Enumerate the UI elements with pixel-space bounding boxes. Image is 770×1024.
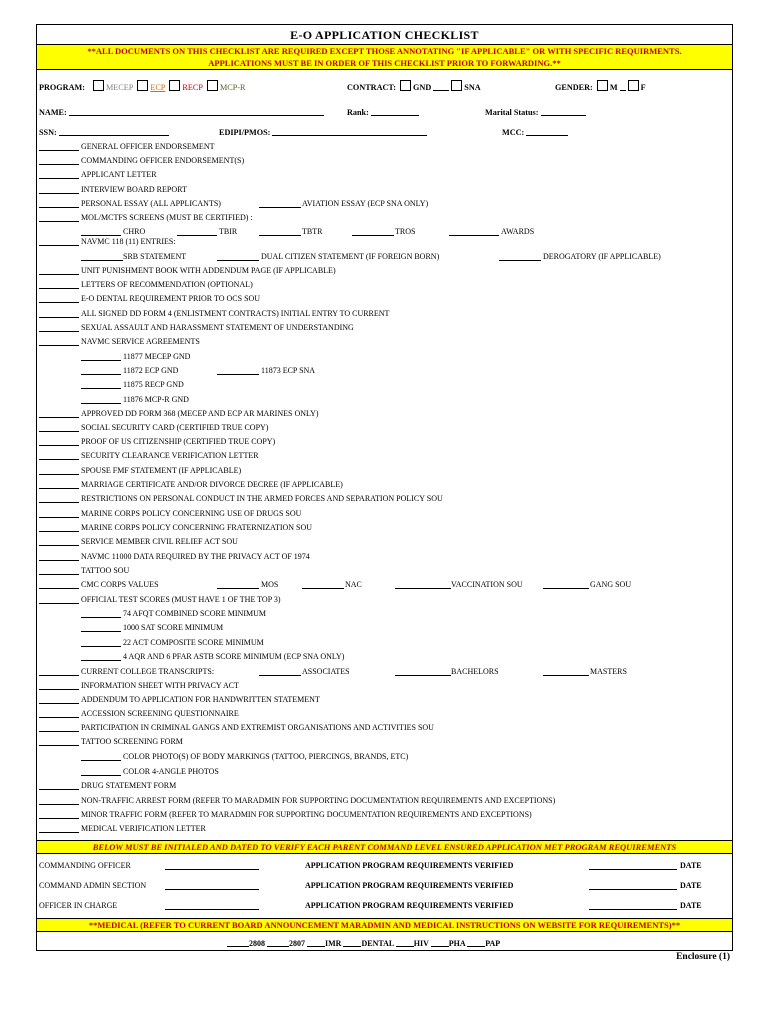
checklist-blank[interactable] bbox=[39, 422, 79, 432]
checklist-blank[interactable] bbox=[39, 141, 79, 151]
gender-m: M bbox=[609, 83, 618, 92]
rank-row bbox=[347, 106, 419, 118]
contract-checkbox-sna[interactable] bbox=[451, 80, 462, 91]
date-label: DATE bbox=[680, 881, 702, 890]
checklist-item: ALL SIGNED DD FORM 4 (ENLISTMENT CONTRACTS) INITIAL ENTRY TO CURRENT bbox=[81, 309, 390, 318]
sub-item-blank[interactable] bbox=[177, 226, 217, 236]
sub-item: MOS bbox=[261, 580, 279, 589]
sub-item: COLOR 4-ANGLE PHOTOS bbox=[123, 767, 219, 776]
checklist-blank[interactable] bbox=[39, 694, 79, 704]
date-field[interactable] bbox=[589, 889, 677, 890]
program-checkbox-mcpr[interactable] bbox=[207, 80, 218, 91]
checklist-blank[interactable] bbox=[39, 293, 79, 303]
marital-label: Marital Status: bbox=[485, 108, 539, 117]
program-mecep: MECEP bbox=[105, 83, 134, 92]
checklist-item: SERVICE MEMBER CIVIL RELIEF ACT SOU bbox=[81, 537, 238, 546]
mcc-field[interactable] bbox=[526, 126, 568, 136]
sub-item-blank[interactable] bbox=[543, 666, 589, 676]
checklist-blank[interactable] bbox=[39, 198, 79, 208]
medical-item: PHA bbox=[448, 939, 466, 948]
sub-item-blank[interactable] bbox=[499, 251, 541, 261]
checklist-blank[interactable] bbox=[39, 551, 79, 561]
checklist-blank[interactable] bbox=[39, 236, 79, 246]
name-row bbox=[39, 106, 324, 118]
program-mcpr: MCP-R bbox=[219, 83, 246, 92]
sub-item: 22 ACT COMPOSITE SCORE MINIMUM bbox=[123, 638, 264, 647]
sub-item-blank[interactable] bbox=[217, 365, 259, 375]
checklist-item: MINOR TRAFFIC FORM (REFER TO MARADMIN FOR SUPPORTING DOCUMENTATION REQUIREMENTS AND EXCEPTIONS) bbox=[81, 810, 532, 819]
contract-gnd: GND bbox=[413, 83, 432, 92]
checklist-item: INTERVIEW BOARD REPORT bbox=[81, 185, 187, 194]
checklist-blank[interactable] bbox=[39, 666, 79, 676]
checklist-item: INFORMATION SHEET WITH PRIVACY ACT bbox=[81, 681, 239, 690]
sub-item: AWARDS bbox=[501, 227, 535, 236]
checklist-blank[interactable] bbox=[39, 479, 79, 489]
checklist-item: ADDENDUM TO APPLICATION FOR HANDWRITTEN STATEMENT bbox=[81, 695, 320, 704]
sub-item: GANG SOU bbox=[590, 580, 632, 589]
checklist-item: E-O DENTAL REQUIREMENT PRIOR TO OCS SOU bbox=[81, 294, 261, 303]
sub-item-blank[interactable] bbox=[81, 351, 121, 361]
sub-item: TROS bbox=[395, 227, 416, 236]
sub-item: 11873 ECP SNA bbox=[261, 366, 316, 375]
verified-text: APPLICATION PROGRAM REQUIREMENTS VERIFIED bbox=[305, 881, 514, 890]
program-checkbox-ecp[interactable] bbox=[137, 80, 148, 91]
sub-item: AVIATION ESSAY (ECP SNA ONLY) bbox=[302, 199, 429, 208]
checklist-blank[interactable] bbox=[39, 155, 79, 165]
mcc-row bbox=[502, 126, 568, 138]
sub-item: TBIR bbox=[219, 227, 238, 236]
sub-item: 11875 RECP GND bbox=[123, 380, 184, 389]
date-label: DATE bbox=[680, 901, 702, 910]
banner-line-1: **ALL DOCUMENTS ON THIS CHECKLIST ARE REQUIRED EXCEPT THOSE ANNOTATING "IF APPLICABLE" OR WITH SPECIFIC REQUIRMENTS. bbox=[87, 46, 682, 56]
sub-item: 4 AQR AND 6 PFAR ASTB SCORE MINIMUM (ECP SNA ONLY) bbox=[123, 652, 345, 661]
sub-item-blank[interactable] bbox=[395, 579, 451, 589]
sub-item-blank[interactable] bbox=[302, 579, 344, 589]
sub-item: 11872 ECP GND bbox=[123, 366, 179, 375]
sub-item-blank[interactable] bbox=[259, 666, 301, 676]
checklist-blank[interactable] bbox=[39, 450, 79, 460]
sub-item-blank[interactable] bbox=[81, 766, 121, 776]
enclosure-label: Enclosure (1) bbox=[676, 952, 730, 962]
medical-item: DENTAL bbox=[361, 939, 394, 948]
sub-item-blank[interactable] bbox=[259, 226, 301, 236]
sub-item-blank[interactable] bbox=[449, 226, 499, 236]
ssn-field[interactable] bbox=[59, 126, 169, 136]
sub-item-blank[interactable] bbox=[81, 394, 121, 404]
checklist-item: LETTERS OF RECOMMENDATION (OPTIONAL) bbox=[81, 280, 253, 289]
date-label: DATE bbox=[680, 861, 702, 870]
medical-item: 2808 bbox=[249, 939, 265, 948]
sub-item-blank[interactable] bbox=[81, 622, 121, 632]
checklist-item: APPROVED DD FORM 368 (MECEP AND ECP AR MARINES ONLY) bbox=[81, 409, 319, 418]
gender-checkbox-f[interactable] bbox=[628, 80, 639, 91]
mcc-label: MCC: bbox=[502, 128, 525, 137]
checklist-blank[interactable] bbox=[39, 708, 79, 718]
checklist-item: COMMANDING OFFICER ENDORSEMENT(S) bbox=[81, 156, 245, 165]
gender-f: F bbox=[640, 83, 646, 92]
checklist-item: TATTOO SOU bbox=[81, 566, 130, 575]
medical-item: PAP bbox=[485, 939, 501, 948]
checklist-blank[interactable] bbox=[39, 522, 79, 532]
verifier-role: OFFICER IN CHARGE bbox=[39, 901, 118, 910]
checklist-item: UNIT PUNISHMENT BOOK WITH ADDENDUM PAGE (IF APPLICABLE) bbox=[81, 266, 336, 275]
contract-sna: SNA bbox=[464, 83, 481, 92]
checklist-blank[interactable] bbox=[39, 212, 79, 222]
contract-row bbox=[347, 80, 481, 93]
checklist-blank[interactable] bbox=[39, 809, 79, 819]
checklist-blank[interactable] bbox=[39, 508, 79, 518]
sub-item: SRB STATEMENT bbox=[123, 252, 187, 261]
marital-field[interactable] bbox=[541, 106, 586, 116]
medical-banner: **MEDICAL (REFER TO CURRENT BOARD ANNOUNCEMENT MARADMIN AND MEDICAL INSTRUCTIONS ON WEBSITE FOR REQUIREMENTS)** bbox=[37, 918, 732, 932]
initial-field[interactable] bbox=[165, 909, 259, 910]
checklist-blank[interactable] bbox=[39, 436, 79, 446]
checklist-item: MEDICAL VERIFICATION LETTER bbox=[81, 824, 206, 833]
sub-item: TBTR bbox=[302, 227, 323, 236]
verifier-role: COMMANDING OFFICER bbox=[39, 861, 131, 870]
program-ecp: ECP bbox=[150, 83, 166, 92]
program-recp: RECP bbox=[182, 83, 203, 92]
checklist-item: SECURITY CLEARANCE VERIFICATION LETTER bbox=[81, 451, 259, 460]
form-title: E-O APPLICATION CHECKLIST bbox=[290, 28, 479, 42]
program-checkbox-recp[interactable] bbox=[169, 80, 180, 91]
sub-item-blank[interactable] bbox=[81, 379, 121, 389]
date-field[interactable] bbox=[589, 909, 677, 910]
banner-line-2: APPLICATIONS MUST BE IN ORDER OF THIS CHECKLIST PRIOR TO FORWARDING.** bbox=[208, 58, 561, 68]
program-row bbox=[39, 80, 245, 93]
initial-field[interactable] bbox=[165, 869, 259, 870]
sub-item: BACHELORS bbox=[451, 667, 499, 676]
checklist-item: SEXUAL ASSAULT AND HARASSMENT STATEMENT OF UNDERSTANDING bbox=[81, 323, 354, 332]
verified-text: APPLICATION PROGRAM REQUIREMENTS VERIFIED bbox=[305, 861, 514, 870]
rank-label: Rank: bbox=[347, 108, 369, 117]
checklist-blank[interactable] bbox=[39, 722, 79, 732]
checklist-item: GENERAL OFFICER ENDORSEMENT bbox=[81, 142, 215, 151]
sub-item: DUAL CITIZEN STATEMENT (IF FOREIGN BORN) bbox=[261, 252, 440, 261]
checklist-item: NON-TRAFFIC ARREST FORM (REFER TO MARADMIN FOR SUPPORTING DOCUMENTATION REQUIREMENTS AND EXCEPTIONS) bbox=[81, 796, 556, 805]
contract-checkbox-gnd[interactable] bbox=[400, 80, 411, 91]
verified-text: APPLICATION PROGRAM REQUIREMENTS VERIFIED bbox=[305, 901, 514, 910]
checklist-item: PARTICIPATION IN CRIMINAL GANGS AND EXTREMIST ORGANISATIONS AND ACTIVITIES SOU bbox=[81, 723, 434, 732]
medical-item: HIV bbox=[413, 939, 429, 948]
sub-item-blank[interactable] bbox=[81, 608, 121, 618]
checklist-item: PERSONAL ESSAY (ALL APPLICANTS) bbox=[81, 199, 221, 208]
medical-item: IMR bbox=[325, 939, 342, 948]
checklist-blank[interactable] bbox=[39, 184, 79, 194]
gender-row bbox=[555, 80, 646, 93]
checklist-item: NAVMC 11000 DATA REQUIRED BY THE PRIVACY ACT OF 1974 bbox=[81, 552, 310, 561]
checklist-blank[interactable] bbox=[39, 823, 79, 833]
sub-item: VACCINATION SOU bbox=[451, 580, 523, 589]
program-label: PROGRAM: bbox=[39, 83, 85, 92]
checklist-item: NAVMC 118 (11) ENTRIES: bbox=[81, 237, 176, 246]
gender-checkbox-m[interactable] bbox=[597, 80, 608, 91]
checklist-blank[interactable] bbox=[39, 536, 79, 546]
date-field[interactable] bbox=[589, 869, 677, 870]
checklist-blank[interactable] bbox=[39, 493, 79, 503]
checklist-item: MARINE CORPS POLICY CONCERNING USE OF DRUGS SOU bbox=[81, 509, 302, 518]
checklist-item: DRUG STATEMENT FORM bbox=[81, 781, 177, 790]
checklist-blank[interactable] bbox=[39, 780, 79, 790]
checklist-blank[interactable] bbox=[39, 265, 79, 275]
sub-item: 11877 MECEP GND bbox=[123, 352, 191, 361]
sub-item: CHRO bbox=[123, 227, 146, 236]
gender-label: GENDER: bbox=[555, 83, 593, 92]
edipi-row bbox=[219, 126, 427, 138]
sub-item-blank[interactable] bbox=[81, 637, 121, 647]
initial-field[interactable] bbox=[165, 889, 259, 890]
sub-item-blank[interactable] bbox=[352, 226, 394, 236]
sub-item-blank[interactable] bbox=[217, 579, 259, 589]
rank-field[interactable] bbox=[371, 106, 419, 116]
checklist-item: MARRIAGE CERTIFICATE AND/OR DIVORCE DECREE (IF APPLICABLE) bbox=[81, 480, 343, 489]
program-checkbox-mecep[interactable] bbox=[93, 80, 104, 91]
contract-label: CONTRACT: bbox=[347, 83, 396, 92]
sub-item-blank[interactable] bbox=[81, 226, 121, 236]
checklist-item: RESTRICTIONS ON PERSONAL CONDUCT IN THE ARMED FORCES AND SEPARATION POLICY SOU bbox=[81, 494, 443, 503]
medical-item: 2807 bbox=[289, 939, 305, 948]
verification-banner: BELOW MUST BE INITIALED AND DATED TO VERIFY EACH PARENT COMMAND LEVEL ENSURED APPLICATION MET PROGRAM REQUIREMENTS bbox=[37, 840, 732, 854]
checklist-item: APPLICANT LETTER bbox=[81, 170, 157, 179]
sub-item: 11876 MCP-R GND bbox=[123, 395, 189, 404]
name-label: NAME: bbox=[39, 108, 67, 117]
checklist-blank[interactable] bbox=[39, 465, 79, 475]
checklist-blank[interactable] bbox=[39, 579, 79, 589]
sub-item: 74 AFQT COMBINED SCORE MINIMUM bbox=[123, 609, 266, 618]
checklist-item: MARINE CORPS POLICY CONCERNING FRATERNIZATION SOU bbox=[81, 523, 313, 532]
medical-items-row bbox=[227, 937, 500, 948]
checklist-item: SPOUSE FMF STATEMENT (IF APPLICABLE) bbox=[81, 466, 242, 475]
sub-item-blank[interactable] bbox=[81, 751, 121, 761]
checklist-item: SOCIAL SECURITY CARD (CERTIFIED TRUE COPY) bbox=[81, 423, 269, 432]
checklist-item: NAVMC SERVICE AGREEMENTS bbox=[81, 337, 200, 346]
sub-item-blank[interactable] bbox=[259, 198, 301, 208]
marital-row bbox=[485, 106, 586, 118]
edipi-field[interactable] bbox=[272, 126, 427, 136]
checklist-item: OFFICIAL TEST SCORES (MUST HAVE 1 OF THE TOP 3) bbox=[81, 595, 281, 604]
checklist-item: TATTOO SCREENING FORM bbox=[81, 737, 183, 746]
sub-item-blank[interactable] bbox=[543, 579, 589, 589]
sub-item: NAC bbox=[345, 580, 362, 589]
sub-item-blank[interactable] bbox=[81, 365, 121, 375]
checklist-item: PROOF OF US CITIZENSHIP (CERTIFIED TRUE COPY) bbox=[81, 437, 276, 446]
checklist-blank[interactable] bbox=[39, 594, 79, 604]
checklist-blank[interactable] bbox=[39, 279, 79, 289]
checklist-item: CURRENT COLLEGE TRANSCRIPTS: bbox=[81, 667, 215, 676]
sub-item-blank[interactable] bbox=[217, 251, 259, 261]
edipi-label: EDIPI/PMOS: bbox=[219, 128, 271, 137]
checklist-item: ACCESSION SCREENING QUESTIONNAIRE bbox=[81, 709, 239, 718]
name-field[interactable] bbox=[69, 106, 324, 116]
checklist-blank[interactable] bbox=[39, 680, 79, 690]
checklist-blank[interactable] bbox=[39, 736, 79, 746]
sub-item: ASSOCIATES bbox=[302, 667, 350, 676]
sub-item: DEROGATORY (IF APPLICABLE) bbox=[543, 252, 661, 261]
sub-item-blank[interactable] bbox=[395, 666, 451, 676]
requirements-banner bbox=[37, 44, 732, 70]
checklist-blank[interactable] bbox=[39, 795, 79, 805]
sub-item: COLOR PHOTO(S) OF BODY MARKINGS (TATTOO, PIERCINGS, BRANDS, ETC) bbox=[123, 752, 409, 761]
ssn-row bbox=[39, 126, 169, 138]
checklist-blank[interactable] bbox=[39, 322, 79, 332]
checklist-form bbox=[36, 24, 733, 951]
checklist-item: CMC CORPS VALUES bbox=[81, 580, 159, 589]
verifier-role: COMMAND ADMIN SECTION bbox=[39, 881, 147, 890]
checklist-blank[interactable] bbox=[39, 565, 79, 575]
checklist-item: MOL/MCTFS SCREENS (MUST BE CERTIFIED) : bbox=[81, 213, 253, 222]
checklist-blank[interactable] bbox=[39, 336, 79, 346]
ssn-label: SSN: bbox=[39, 128, 57, 137]
sub-item: MASTERS bbox=[590, 667, 627, 676]
checklist-blank[interactable] bbox=[39, 169, 79, 179]
sub-item-blank[interactable] bbox=[81, 651, 121, 661]
checklist-blank[interactable] bbox=[39, 408, 79, 418]
checklist-blank[interactable] bbox=[39, 308, 79, 318]
sub-item: 1000 SAT SCORE MINIMUM bbox=[123, 623, 224, 632]
sub-item-blank[interactable] bbox=[81, 251, 123, 261]
